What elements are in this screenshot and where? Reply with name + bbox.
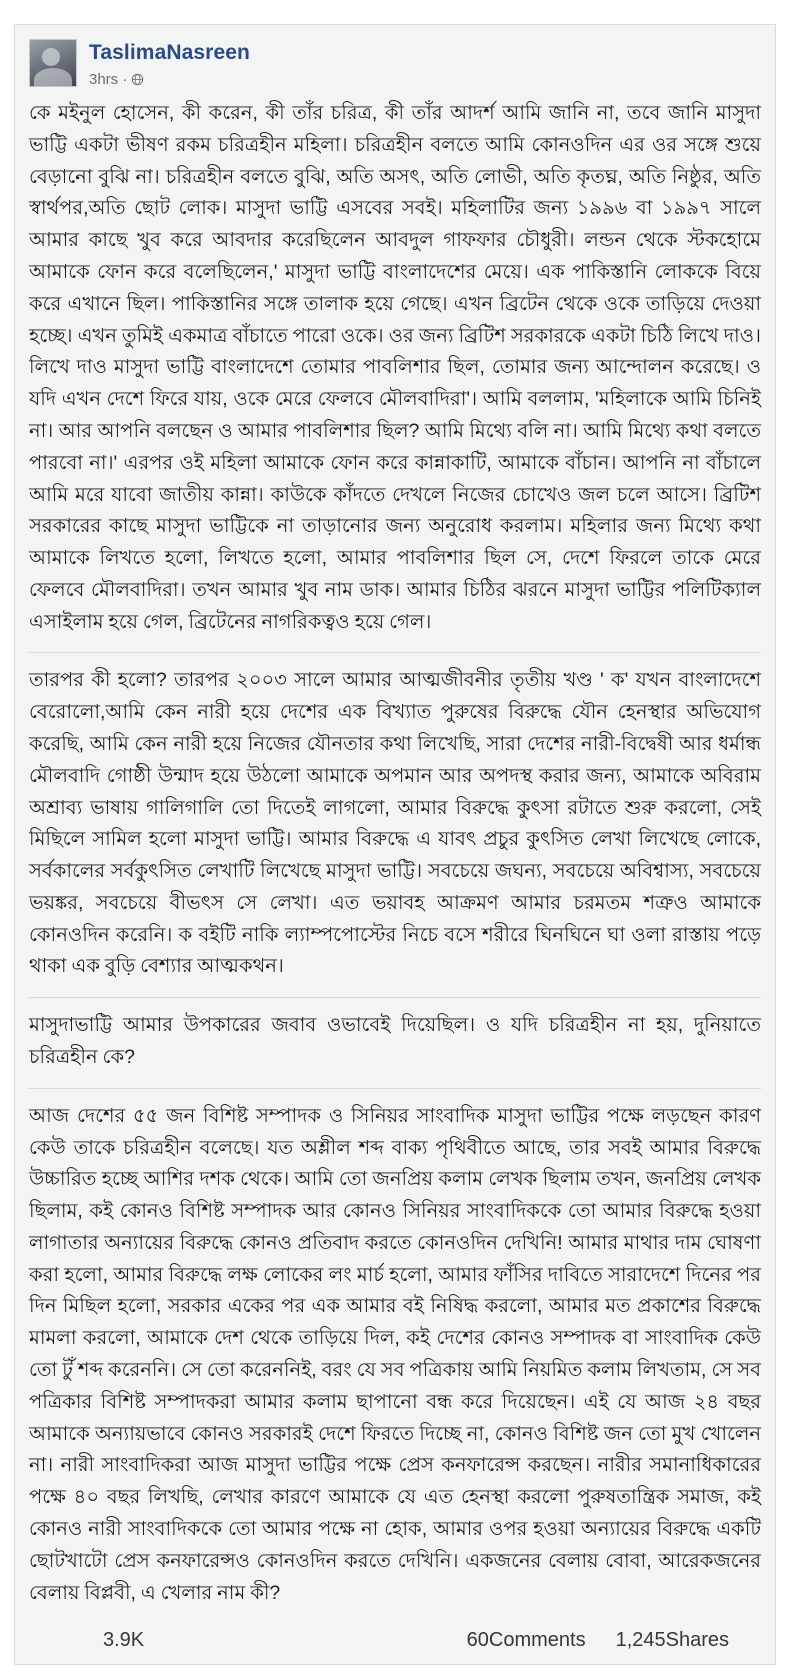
comments-count[interactable]: 60Comments <box>466 1629 586 1652</box>
author-name[interactable]: TaslimaNasreen <box>89 41 250 64</box>
shares-count[interactable]: 1,245Shares <box>615 1629 729 1652</box>
post-paragraph: আজ দেশের ৫৫ জন বিশিষ্ট সম্পাদক ও সিনিয়র সাংবাদিক মাসুদা ভাট্টির পক্ষে লড়ছেন কারণ কেউ তাকে চরিত্রহীন বলেছে। যত অশ্লীল শব্দ বাক্য পৃথিবীতে আছে, তার সবই আমার বিরুদ্ধে উচ্চারিত হচ্ছে আশির দশক থেকে। আমি তো জনপ্রিয় কলাম লেখক ছিলাম তখন, জনপ্রিয় লেখক ছিলাম, কই কোনও বিশিষ্ট সম্পাদক আর কোনও সিনিয়র সাংবাদিককে তো আমার বিরুদ্ধে হওয়া লাগাতার অন্যায়ের বিরুদ্ধে কোনও প্রতিবাদ করতে কোনওদিন দেখিনি! আমার মাথার দাম ঘোষণা করা হলো, আমার বিরুদ্ধে লক্ষ লোকের লং মার্চ হলো, আমার ফাঁসির দাবিতে সারাদেশে দিনের পর দিন মিছিল হলো, সরকার একের পর এক আমার বই নিষিদ্ধ করলো, আমার মত প্রকাশের বিরুদ্ধে মামলা করলো, আমাকে দেশ থেকে তাড়িয়ে দিল, কই দেশের কোনও সম্পাদক বা সাংবাদিক কেউ তো টুঁ শব্দ করেননি। সে তো করেননিই, বরং যে সব পত্রিকায় আমি নিয়মিত কলাম লিখতাম, সে সব পত্রিকার বিশিষ্ট সম্পাদকরা আমার কলাম ছাপানো বন্ধ করে দিয়েছেন। এই যে আজ ২৪ বছর আমাকে অন্যায়ভাবে কোনও সরকারই দেশে ফিরতে দিচ্ছে না, কোনও বিশিষ্ট জন তো মুখ খোলেন না। নারী সাংবাদিকরা আজ মাসুদা ভাট্টির পক্ষে প্রেস কনফারেন্স করছেন। নারীর সমানাধিকারের পক্ষে ৪০ বছর লিখছি, লেখার কারণে আমাকে যে এত হেনস্থা করলো পুরুষতান্ত্রিক সমাজ, কই কোনও নারী সাংবাদিককে তো আমার পক্ষে না হোক, আমার ওপর হওয়া অন্যায়ের বিরুদ্ধে একটি ছোটখাটো প্রেস কনফারেন্সও কোনওদিন করতে দেখিনি। একজনের বেলায় বোবা, আরেকজনের বেলায় বিপ্লবী, এ খেলার নাম কী? <box>29 1104 761 1604</box>
reactions-count[interactable]: 3.9K <box>103 1629 145 1652</box>
meta-separator: · <box>122 71 128 89</box>
facebook-post-card <box>14 24 776 1665</box>
post-paragraph: মাসুদাভাট্টি আমার উপকারের জবাব ওভাবেই দিয়েছিল। ও যদি চরিত্রহীন না হয়, দুনিয়াতে চরিত্রহীন কে? <box>29 1014 761 1069</box>
post-header-text <box>89 39 250 88</box>
post-body <box>27 94 763 1609</box>
globe-icon <box>131 73 144 86</box>
post-meta <box>89 71 250 88</box>
engagement-counts <box>467 1629 729 1652</box>
post-footer <box>27 1615 763 1656</box>
paragraph-divider <box>29 652 761 653</box>
timestamp[interactable]: 3hrs <box>89 71 119 89</box>
post-header <box>27 35 763 94</box>
paragraph-divider <box>29 997 761 998</box>
paragraph-divider <box>29 1088 761 1089</box>
post-paragraph: তারপর কী হলো? তারপর ২০০৩ সালে আমার আত্মজীবনীর তৃতীয় খণ্ড ' ক' যখন বাংলাদেশে বেরোলো,আমি কেন নারী হয়ে দেশের এক বিখ্যাত পুরুষের বিরুদ্ধে যৌন হেনস্থার অভিযোগ করেছি, আমি কেন নারী হয়ে নিজের যৌনতার কথা লিখেছি, সারা দেশের নারী-বিদ্বেষী আর ধর্মান্ধ মৌলবাদি গোষ্ঠী উন্মাদ হয়ে উঠলো আমাকে অপমান আর অপদস্থ করার জন্য, আমাকে অবিরাম অশ্রাব্য ভাষায় গালিগালি তো দিতেই লাগলো, আমার বিরুদ্ধে কুৎসা রটাতে শুরু করলো, সেই মিছিলে সামিল হলো মাসুদা ভাট্টি। আমার বিরুদ্ধে এ যাবৎ প্রচুর কুৎসিত লেখা লিখেছে লোকে, সর্বকালের সর্বকুৎসিত লেখাটি লিখেছে মাসুদা ভাট্টি। সবচেয়ে জঘন্য, সবচেয়ে অবিশ্বাস্য, সবচেয়ে ভয়ঙ্কর, সবচেয়ে বীভৎস সে লেখা। এত ভয়াবহ আক্রমণ আমার চরমতম শত্রুও আমাকে কোনওদিন করেনি। ক বইটি নাকি ল্যাম্পপোস্টের নিচে বসে শরীরে ঘিনঘিনে ঘা ওলা রাস্তায় পড়ে থাকা এক বুড়ি বেশ্যার আত্মকথন। <box>29 669 761 978</box>
post-paragraph: কে মইনুল হোসেন, কী করেন, কী তাঁর চরিত্র, কী তাঁর আদর্শ আমি জানি না, তবে জানি মাসুদা ভাট্টি একটা ভীষণ রকম চরিত্রহীন মহিলা। চরিত্রহীন বলতে আমি কোনওদিন এর ওর সঙ্গে শুয়ে বেড়ানো বুঝি না। চরিত্রহীন বলতে বুঝি, অতি অসৎ, অতি লোভী, অতি কৃতঘ্ন, অতি নিষ্ঠুর, অতি স্বার্থপর,অতি ছোট লোক। মাসুদা ভাট্টি এসবের সবই। মহিলাটির জন্য ১৯৯৬ বা ১৯৯৭ সালে আমার কাছে খুব করে আবদার করেছিলেন আবদুল গাফফার চৌধুরী। লন্ডন থেকে স্টকহোমে আমাকে ফোন করে বলেছিলেন,' মাসুদা ভাট্টি বাংলাদেশের মেয়ে। এক পাকিস্তানি লোককে বিয়ে করে এখানে ছিল। পাকিস্তানির সঙ্গে তালাক হয়ে গেছে। এখন ব্রিটেন থেকে ওকে তাড়িয়ে দেওয়া হচ্ছে। এখন তুমিই একমাত্র বাঁচাতে পারো ওকে। ওর জন্য ব্রিটিশ সরকারকে একটা চিঠি লিখে দাও। লিখে দাও মাসুদা ভাট্টি বাংলাদেশে তোমার পাবলিশার ছিল, তোমার জন্য আন্দোলন করেছে। ও যদি এখন দেশে ফিরে যায়, ওকে মেরে ফেলবে মৌলবাদিরা'। আমি বললাম, 'মহিলাকে আমি চিনিই না। আর আপনি বলছেন ও আমার পাবলিশার ছিল? আমি মিথ্যে বলি না। আমি মিথ্যে কথা বলতে পারবো না।' এরপর ওই মহিলা আমাকে ফোন করে কান্নাকাটি, আমাকে বাঁচান। আপনি না বাঁচালে আমি মরে যাবো জাতীয় কান্না। কাউকে কাঁদতে দেখলে নিজের চোখেও জল চলে আসে। ব্রিটিশ সরকারের কাছে মাসুদা ভাট্টিকে না তাড়ানোর জন্য অনুরোধ করলাম। মহিলার জন্য মিথ্যে কথা আমাকে লিখতে হলো, লিখতে হলো, আমার পাবলিশার ছিল সে, দেশে ফিরলে তাকে মেরে ফেলবে মৌলবাদিরা। তখন আমার খুব নাম ডাক। আমার চিঠির ঝরনে মাসুদা ভাট্টির পলিটিক্যাল এসাইলাম হয়ে গেল, ব্রিটেনের নাগরিকত্বও হয়ে গেল। <box>29 102 761 633</box>
avatar[interactable] <box>29 39 77 87</box>
